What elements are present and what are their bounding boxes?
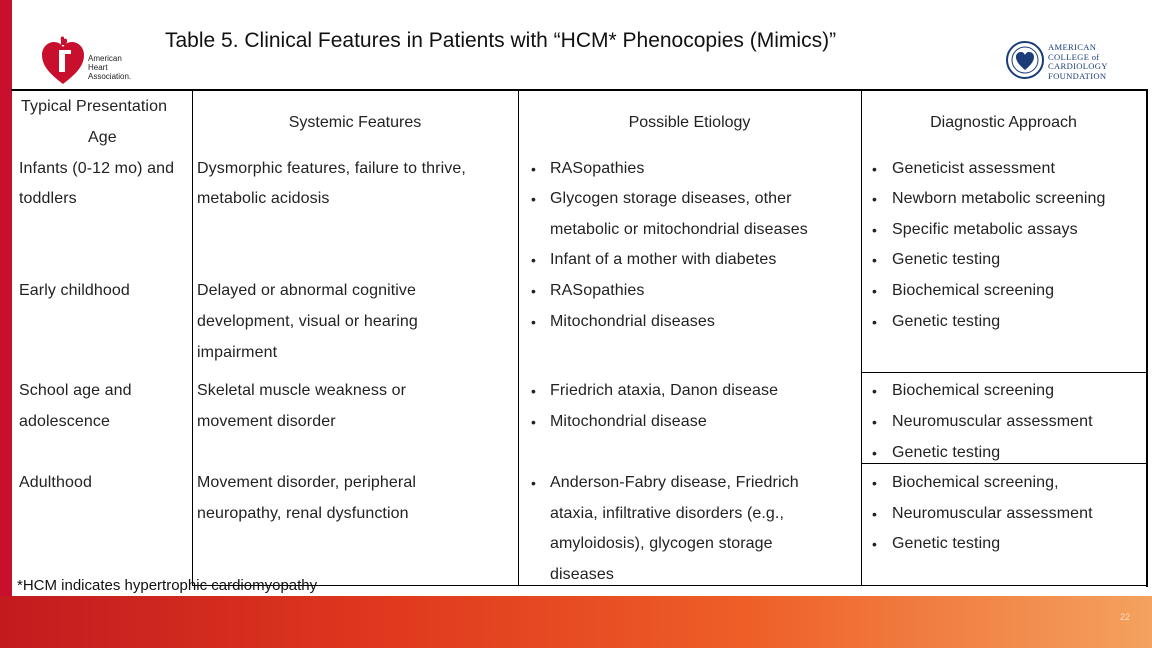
row-early-childhood-feature: impairment bbox=[197, 344, 278, 361]
row-adulthood-etiology: amyloidosis), glycogen storage bbox=[550, 535, 773, 552]
header-systemic-features: Systemic Features bbox=[288, 114, 422, 131]
bullet-icon: • bbox=[531, 475, 536, 491]
row-school-age-etiology: Mitochondrial disease bbox=[550, 413, 707, 430]
bullet-icon: • bbox=[872, 536, 877, 552]
bullet-icon: • bbox=[531, 161, 536, 177]
row-school-age-diagnostic: Biochemical screening bbox=[892, 382, 1055, 399]
bullet-icon: • bbox=[531, 383, 536, 399]
heart-torch-icon bbox=[40, 36, 86, 86]
bullet-icon: • bbox=[531, 252, 536, 268]
row-adulthood-diagnostic: Neuromuscular assessment bbox=[892, 505, 1093, 522]
bullet-icon: • bbox=[872, 383, 877, 399]
bullet-icon: • bbox=[872, 445, 877, 461]
bullet-icon: • bbox=[531, 283, 536, 299]
aha-logo-line-1: American bbox=[88, 54, 122, 63]
row-adulthood-diagnostic: Biochemical screening, bbox=[892, 474, 1059, 491]
row-early-childhood-diagnostic: Biochemical screening bbox=[892, 282, 1055, 299]
bullet-icon: • bbox=[872, 283, 877, 299]
table-divider bbox=[861, 463, 1146, 464]
bullet-icon: • bbox=[872, 191, 877, 207]
bullet-icon: • bbox=[531, 414, 536, 430]
acc-logo bbox=[1006, 40, 1118, 82]
bullet-icon: • bbox=[531, 314, 536, 330]
row-early-childhood-diagnostic: Genetic testing bbox=[892, 313, 1001, 330]
row-early-childhood-age: Early childhood bbox=[19, 282, 130, 299]
row-early-childhood-etiology: Mitochondrial diseases bbox=[550, 313, 715, 330]
row-early-childhood-etiology: RASopathies bbox=[550, 282, 645, 299]
row-adulthood-feature: neuropathy, renal dysfunction bbox=[197, 505, 409, 522]
row-early-childhood-feature: development, visual or hearing bbox=[197, 313, 418, 330]
row-adulthood-etiology: diseases bbox=[550, 566, 614, 583]
bullet-icon: • bbox=[872, 475, 877, 491]
bullet-icon: • bbox=[531, 191, 536, 207]
row-school-age-diagnostic: Genetic testing bbox=[892, 444, 1001, 461]
table-divider bbox=[861, 372, 1146, 373]
bullet-icon: • bbox=[872, 252, 877, 268]
acc-seal-icon bbox=[1006, 40, 1044, 82]
table-divider bbox=[192, 585, 1146, 586]
row-adulthood-feature: Movement disorder, peripheral bbox=[197, 474, 417, 491]
row-adulthood-etiology: ataxia, infiltrative disorders (e.g., bbox=[550, 505, 785, 522]
header-possible-etiology: Possible Etiology bbox=[628, 114, 751, 131]
acc-logo-line-4: FOUNDATION bbox=[1048, 70, 1107, 81]
row-infants-diagnostic: Geneticist assessment bbox=[892, 160, 1056, 177]
row-infants-diagnostic: Specific metabolic assays bbox=[892, 221, 1078, 238]
header-diagnostic-approach: Diagnostic Approach bbox=[930, 114, 1077, 131]
aha-logo bbox=[40, 36, 142, 88]
acc-logo-line-3: CARDIOLOGY bbox=[1048, 61, 1108, 72]
row-school-age-feature: movement disorder bbox=[197, 413, 336, 430]
row-school-age-age: School age and bbox=[19, 382, 132, 399]
table-divider bbox=[518, 89, 519, 585]
row-adulthood-age: Adulthood bbox=[19, 474, 92, 491]
row-school-age-feature: Skeletal muscle weakness or bbox=[197, 382, 407, 399]
row-infants-etiology: Infant of a mother with diabetes bbox=[550, 251, 777, 268]
row-infants-etiology: RASopathies bbox=[550, 160, 645, 177]
page-number: 22 bbox=[1119, 612, 1130, 622]
row-infants-diagnostic: Newborn metabolic screening bbox=[892, 190, 1106, 207]
table-divider bbox=[861, 89, 862, 585]
row-infants-etiology: metabolic or mitochondrial diseases bbox=[550, 221, 808, 238]
row-school-age-etiology: Friedrich ataxia, Danon disease bbox=[550, 382, 779, 399]
row-infants-diagnostic: Genetic testing bbox=[892, 251, 1001, 268]
footnote: *HCM indicates hypertrophic cardiomyopathy bbox=[17, 577, 318, 594]
bullet-icon: • bbox=[872, 314, 877, 330]
bullet-icon: • bbox=[872, 161, 877, 177]
bullet-icon: • bbox=[872, 222, 877, 238]
aha-logo-line-3: Association. bbox=[88, 72, 132, 81]
acc-logo-line-1: AMERICAN bbox=[1048, 42, 1097, 52]
table-divider bbox=[192, 89, 193, 585]
row-infants-etiology: Glycogen storage diseases, other bbox=[550, 190, 792, 207]
slide-title: Table 5. Clinical Features in Patients with “HCM* Phenocopies (Mimics)” bbox=[165, 29, 837, 52]
header-age-line-1: Typical Presentation bbox=[21, 98, 168, 115]
acc-logo-line-2: COLLEGE of bbox=[1048, 51, 1100, 62]
row-school-age-age: adolescence bbox=[19, 413, 110, 430]
row-infants-feature: Dysmorphic features, failure to thrive, bbox=[197, 160, 466, 177]
bottom-gradient-band bbox=[0, 596, 1152, 648]
bullet-icon: • bbox=[872, 414, 877, 430]
row-school-age-diagnostic: Neuromuscular assessment bbox=[892, 413, 1093, 430]
row-early-childhood-feature: Delayed or abnormal cognitive bbox=[197, 282, 417, 299]
row-infants-feature: metabolic acidosis bbox=[197, 190, 330, 207]
row-adulthood-etiology: Anderson-Fabry disease, Friedrich bbox=[550, 474, 799, 491]
row-infants-age: Infants (0-12 mo) and bbox=[19, 160, 175, 177]
header-age-line-2: Age bbox=[88, 129, 117, 146]
row-infants-age: toddlers bbox=[19, 190, 77, 207]
aha-logo-line-2: Heart bbox=[88, 63, 108, 72]
row-adulthood-diagnostic: Genetic testing bbox=[892, 535, 1001, 552]
bullet-icon: • bbox=[872, 506, 877, 522]
